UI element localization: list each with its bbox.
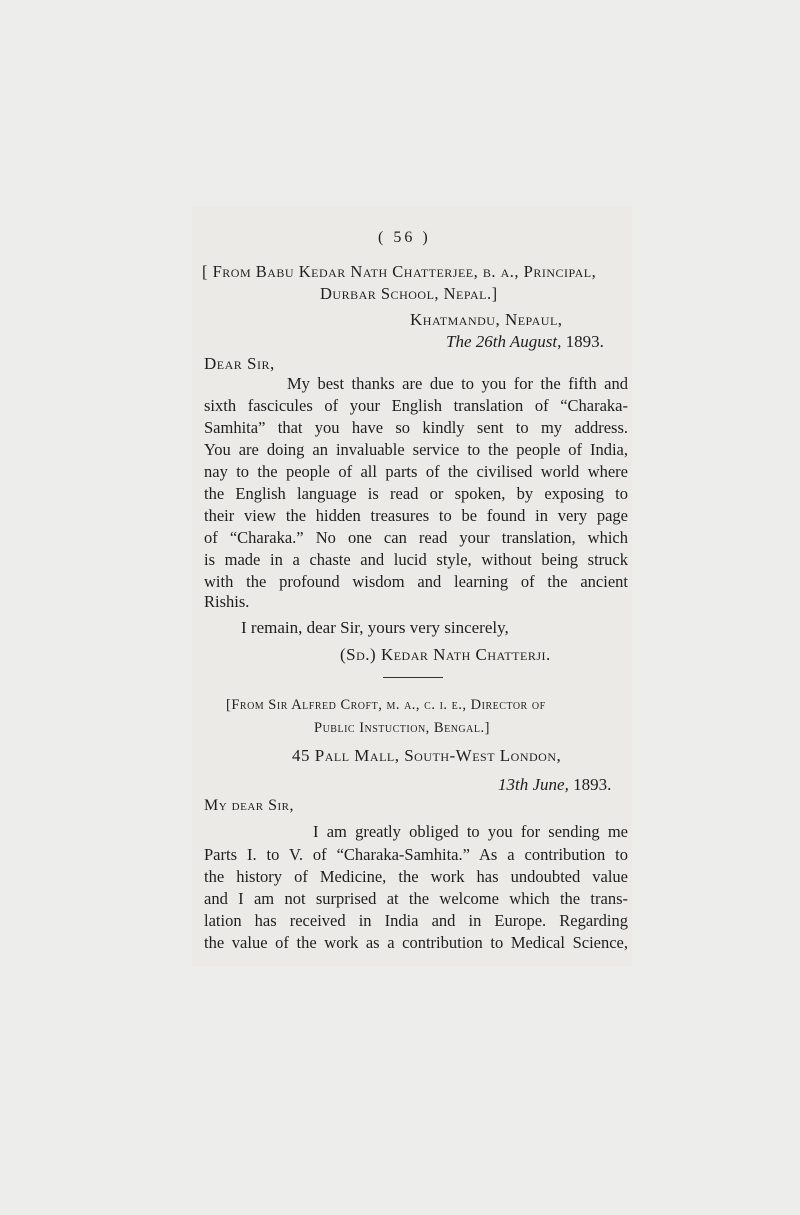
letter1-date-day: 26th [475,332,506,351]
letter2-body-line: and I am not surprised at the welcome which the trans- [204,889,628,908]
letter1-body-line: of “Charaka.” No one can read your translation, which [204,528,628,547]
letter2-body-line: lation has received in India and in Europe. Regarding [204,911,628,930]
letter1-date-month: August, [505,332,562,351]
page-number: ( 56 ) [378,229,431,246]
letter1-body-line: You are doing an invaluable service to the people of India, [204,440,628,459]
letter1-body-line: nay to the people of all parts of the civilised world where [204,462,628,481]
letter1-body-line: with the profound wisdom and learning of the ancient [204,572,628,591]
letter1-body-line: sixth fascicules of your English translation of “Charaka- [204,396,628,415]
letter2-place: 45 Pall Mall, South-West London, [292,746,562,765]
letter1-body-line: My best thanks are due to you for the fifth and [287,374,628,393]
section-divider [383,677,443,678]
letter2-body-line: the value of the work as a contribution to Medical Science, [204,933,628,952]
letter1-salutation: Dear Sir, [204,354,275,373]
letter2-date-month: June, [528,775,569,794]
letter2-date [498,775,611,795]
letter2-date-year: 1893. [568,775,612,794]
letter1-place: Khatmandu, Nepaul, [410,310,563,329]
letter2-body-line: I am greatly obliged to you for sending me [313,822,628,841]
letter2-body-line: Parts I. to V. of “Charaka-Samhita.” As a contribution to [204,845,628,864]
letter1-body-line: Rishis. [204,592,250,611]
letter1-date-year: 1893. [561,332,604,351]
letter2-date-day: 13th [498,775,529,794]
letter1-closing: I remain, dear Sir, yours very sincerely, [241,618,509,637]
letter1-body-line: the English language is read or spoken, by exposing to [204,484,628,503]
letter1-body-line: their view the hidden treasures to be found in very page [204,506,628,525]
letter1-date [446,332,604,352]
letter1-signature: (Sd.) Kedar Nath Chatterji. [340,645,551,664]
letter1-body-line: is made in a chaste and lucid style, without being struck [204,550,628,569]
letter1-header-line2: Durbar School, Nepal.] [320,284,498,303]
letter1-body-line: Samhita” that you have so kindly sent to my address. [204,418,628,437]
letter2-header-line1: [From Sir Alfred Croft, m. a., c. i. e., Director of [226,697,546,713]
letter2-header-line2: Public Instuction, Bengal.] [314,720,490,736]
letter2-salutation: My dear Sir, [204,797,295,814]
letter1-header-line1: [ From Babu Kedar Nath Chatterjee, b. a., Principal, [202,262,597,281]
letter1-date-prefix: The [446,332,476,351]
letter2-body-line: the history of Medicine, the work has undoubted value [204,867,628,886]
